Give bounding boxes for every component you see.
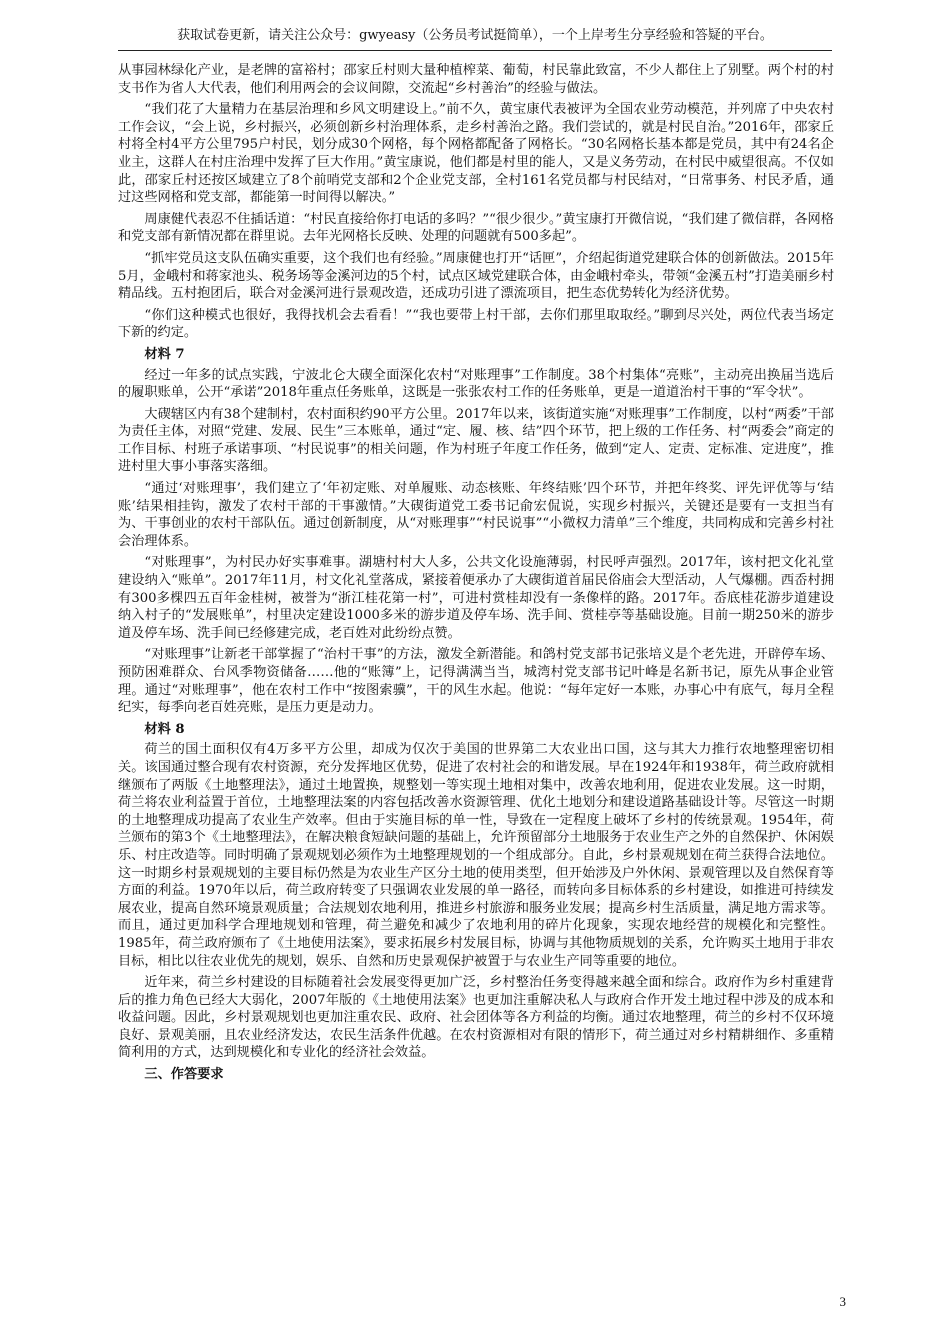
section-3-heading: 三、作答要求 — [144, 1067, 224, 1083]
document-body — [118, 62, 834, 1087]
page-number: 3 — [839, 1294, 846, 1309]
paragraph: “抓牢党员这支队伍确实重要，这个我们也有经验。”周康健也打开“话匣”，介绍起街道党建联合体的创新做法。2015年5月，金峨村和蒋家池头、税务场等金溪河边的5个村，试点区域党建联合体，由金峨村牵头，带领“金溪五村”打造美丽乡村精品线。五村抱团后，联合对金溪河进行景观改造，还成功引进了漂流项目，把生态优势转化为经济优势。 — [118, 250, 835, 302]
paragraph: 周康健代表忍不住插话道：“村民直接给你打电话的多吗？”“很少很少。”黄宝康打开微信说，“我们建了微信群，各网格和党支部有新情况都在群里说。去年光网格长反映、处理的问题就有500多起”。 — [118, 211, 834, 245]
paragraph: 从事园林绿化产业，是老牌的富裕村；邵家丘村则大量种植榨菜、葡萄，村民靠此致富，不少人都住上了别墅。两个村的村支书作为省人大代表，他们利用两会的会议间隙，交流起“乡村善治”的经验与做法。 — [118, 63, 834, 96]
paragraph: 近年来，荷兰乡村建设的目标随着社会发展变得更加广泛，乡村整治任务变得越来越全面和综合。政府作为乡村重建背后的推力角色已经大大弱化，2007年版的《土地使用法案》也更加注重解决私人与政府合作开发土地过程中涉及的成本和收益问题。因此，乡村景观规划也更加注重农民、政府、社会团体等各方利益的均衡。通过农地整理，荷兰的乡村不仅环境良好、景观美丽，且农业经济发达，农民生活条件优越。在农村资源相对有限的情形下，荷兰通过对乡村精耕细作、多重精简利用的方式，达到规模化和专业化的经济社会效益。 — [118, 975, 834, 1061]
paragraph: “我们花了大量精力在基层治理和乡风文明建设上。”前不久，黄宝康代表被评为全国农业劳动模范，并列席了中央农村工作会议，“会上说，乡村振兴，必须创新乡村治理体系，走乡村善治之路。我们尝试的，就是村民自治。”2016年，邵家丘村将全村4平方公里795户村民，划分成30个网格，每个网格都配备了网格长。“30名网格长基本都是党员，其中有24名企业主，这群人在村庄治理中发挥了巨大作用。”黄宝康说，他们都是村里的能人，又是义务劳动，在村民中威望很高。不仅如此，邵家丘村还按区域建立了8个前哨党支部和2个企业党支部，全村161名党员都与村民结对，“日常事务、村民矛盾，通过这些网格和党支部，都能第一时间得以解决。” — [118, 102, 834, 206]
paragraph: “对账理事”，为村民办好实事难事。湖塘村村大人多，公共文化设施薄弱，村民呼声强烈。2017年，该村把文化礼堂建设纳入“账单”。2017年11月，村文化礼堂落成，紧接着便承办了大碶街道首届民俗庙会大型活动，人气爆棚。西岙村拥有300多棵四五百年金桂树，被誉为“浙江桂花第一村”，可进村赏桂却没有一条像样的路。2017年。岙底桂花游步道建设纳入村子的“发展账单”，村里决定建设1000多米的游步道及停车场、洗手间、赏桂亭等基础设施。目前一期250米的游步道及停车场、洗手间已经修建完成，老百姓对此纷纷点赞。 — [118, 555, 834, 641]
material-7-heading: 材料 7 — [144, 346, 185, 362]
paragraph: “对账理事”让新老干部掌握了“治村干事”的方法，激发全新潜能。和鸽村党支部书记张培义是个老先进，开辟停车场、预防困难群众、台风季物资储备……他的“账簿”上，记得满满当当，城湾村党支部书记叶峰是名新书记，原先从事企业管理。通过“对账理事”，他在农村工作中“按图索骥”，干的风生水起。他说：“每年定好一本账，办事心中有底气，每月全程纪实，每季向老百姓亮账，是压力更是动力。 — [118, 647, 834, 716]
material-8-heading: 材料 8 — [144, 721, 185, 737]
paragraph: 荷兰的国土面积仅有4万多平方公里，却成为仅次于美国的世界第二大农业出口国，这与其大力推行农地整理密切相关。该国通过整合现有农村资源，充分发挥地区优势，促进了农村社会的和谐发展。早在1924年和1938年，荷兰政府就相继颁布了两版《土地整理法》，通过土地置换，规整划一等实现土地相对集中，改善农地利用，促进农业发展。这一时期，荷兰将农业利益置于首位，土地整理法案的内容包括改善水资源管理、优化土地划分和建设道路基础设计等。尽管这一时期的土地整理成功提高了农业生产效率。但由于实施目标的单一性，导致在一定程度上破坏了乡村的传统景观。1954年，荷兰颁布的第3个《土地整理法》，在解决粮食短缺问题的基础上，允许预留部分土地服务于农业生产之外的自然保护、休闲娱乐、村庄改造等。同时明确了景观规划必须作为土地整理规划的一个组成部分。自此，乡村景观规划在荷兰获得合法地位。这一时期乡村景观规划的主要目标仍然是为农业生产区分土地的使用类型，但开始涉及户外休闲、景观管理以及自然保育等方面的利益。1970年以后，荷兰政府转变了只强调农业发展的单一路径，而转向多目标体系的乡村建设，如推进可持续发展农业，提高自然环境景观质量；合法规划农地利用，推进乡村旅游和服务业发展；提高乡村生活质量，满足地方需求等。而且，通过更加科学合理地规划和管理，荷兰避免和减少了农地利用的碎片化现象，实现农地经营的规模化和完整性。1985年，荷兰政府颁布了《土地使用法案》，要求拓展乡村发展目标，协调与其他物质规划的关系，允许购买土地用于非农目标，相比以往农业优先的规划，娱乐、自然和历史景观保护被置于与农业生产同等重要的地位。 — [118, 742, 834, 969]
page-header: 获取试卷更新，请关注公众号：gwyeasy（公务员考试挺简单），一个上岸考生分享经验和答疑的平台。 — [118, 26, 832, 51]
paragraph: 大碶辖区内有38个建制村，农村面积约90平方公里。2017年以来，该街道实施“对账理事”工作制度，以村“两委”干部为责任主体，对照“党建、发展、民生”三本账单，通过“定、履、核、结”四个环节，把上级的工作任务、村“两委会”商定的工作目标、村班子承诺事项、“村民说事”的相关问题，作为村班子年度工作任务，做到“定人、定责、定标准、定进度”，推进村里大事小事落实落细。 — [118, 406, 834, 475]
paragraph: “通过‘对账理事’，我们建立了‘年初定账、对单履账、动态核账、年终结账’四个环节，并把年终奖、评先评优等与‘结账’结果相挂钩，激发了农村干部的干事激情。”大碶街道党工委书记俞宏侃说，实现乡村振兴，关键还是要有一支担当有为、干事创业的农村干部队伍。通过创新制度，从“对账理事”“村民说事”“小微权力清单”三个维度，共同构成和完善乡村社会治理体系。 — [118, 481, 834, 549]
paragraph: “你们这种模式也很好，我得找机会去看看！”“我也要带上村干部，去你们那里取取经。”聊到尽兴处，两位代表当场定下新的约定。 — [118, 307, 834, 341]
paragraph: 经过一年多的试点实践，宁波北仑大碶全面深化农村“对账理事”工作制度。38个村集体“亮账”，主动亮出换届当选后的履职账单，公开“承诺”2018年重点任务账单，这既是一张张农村工作的任务账单，更是一道道治村干事的“军令状”。 — [118, 367, 834, 401]
